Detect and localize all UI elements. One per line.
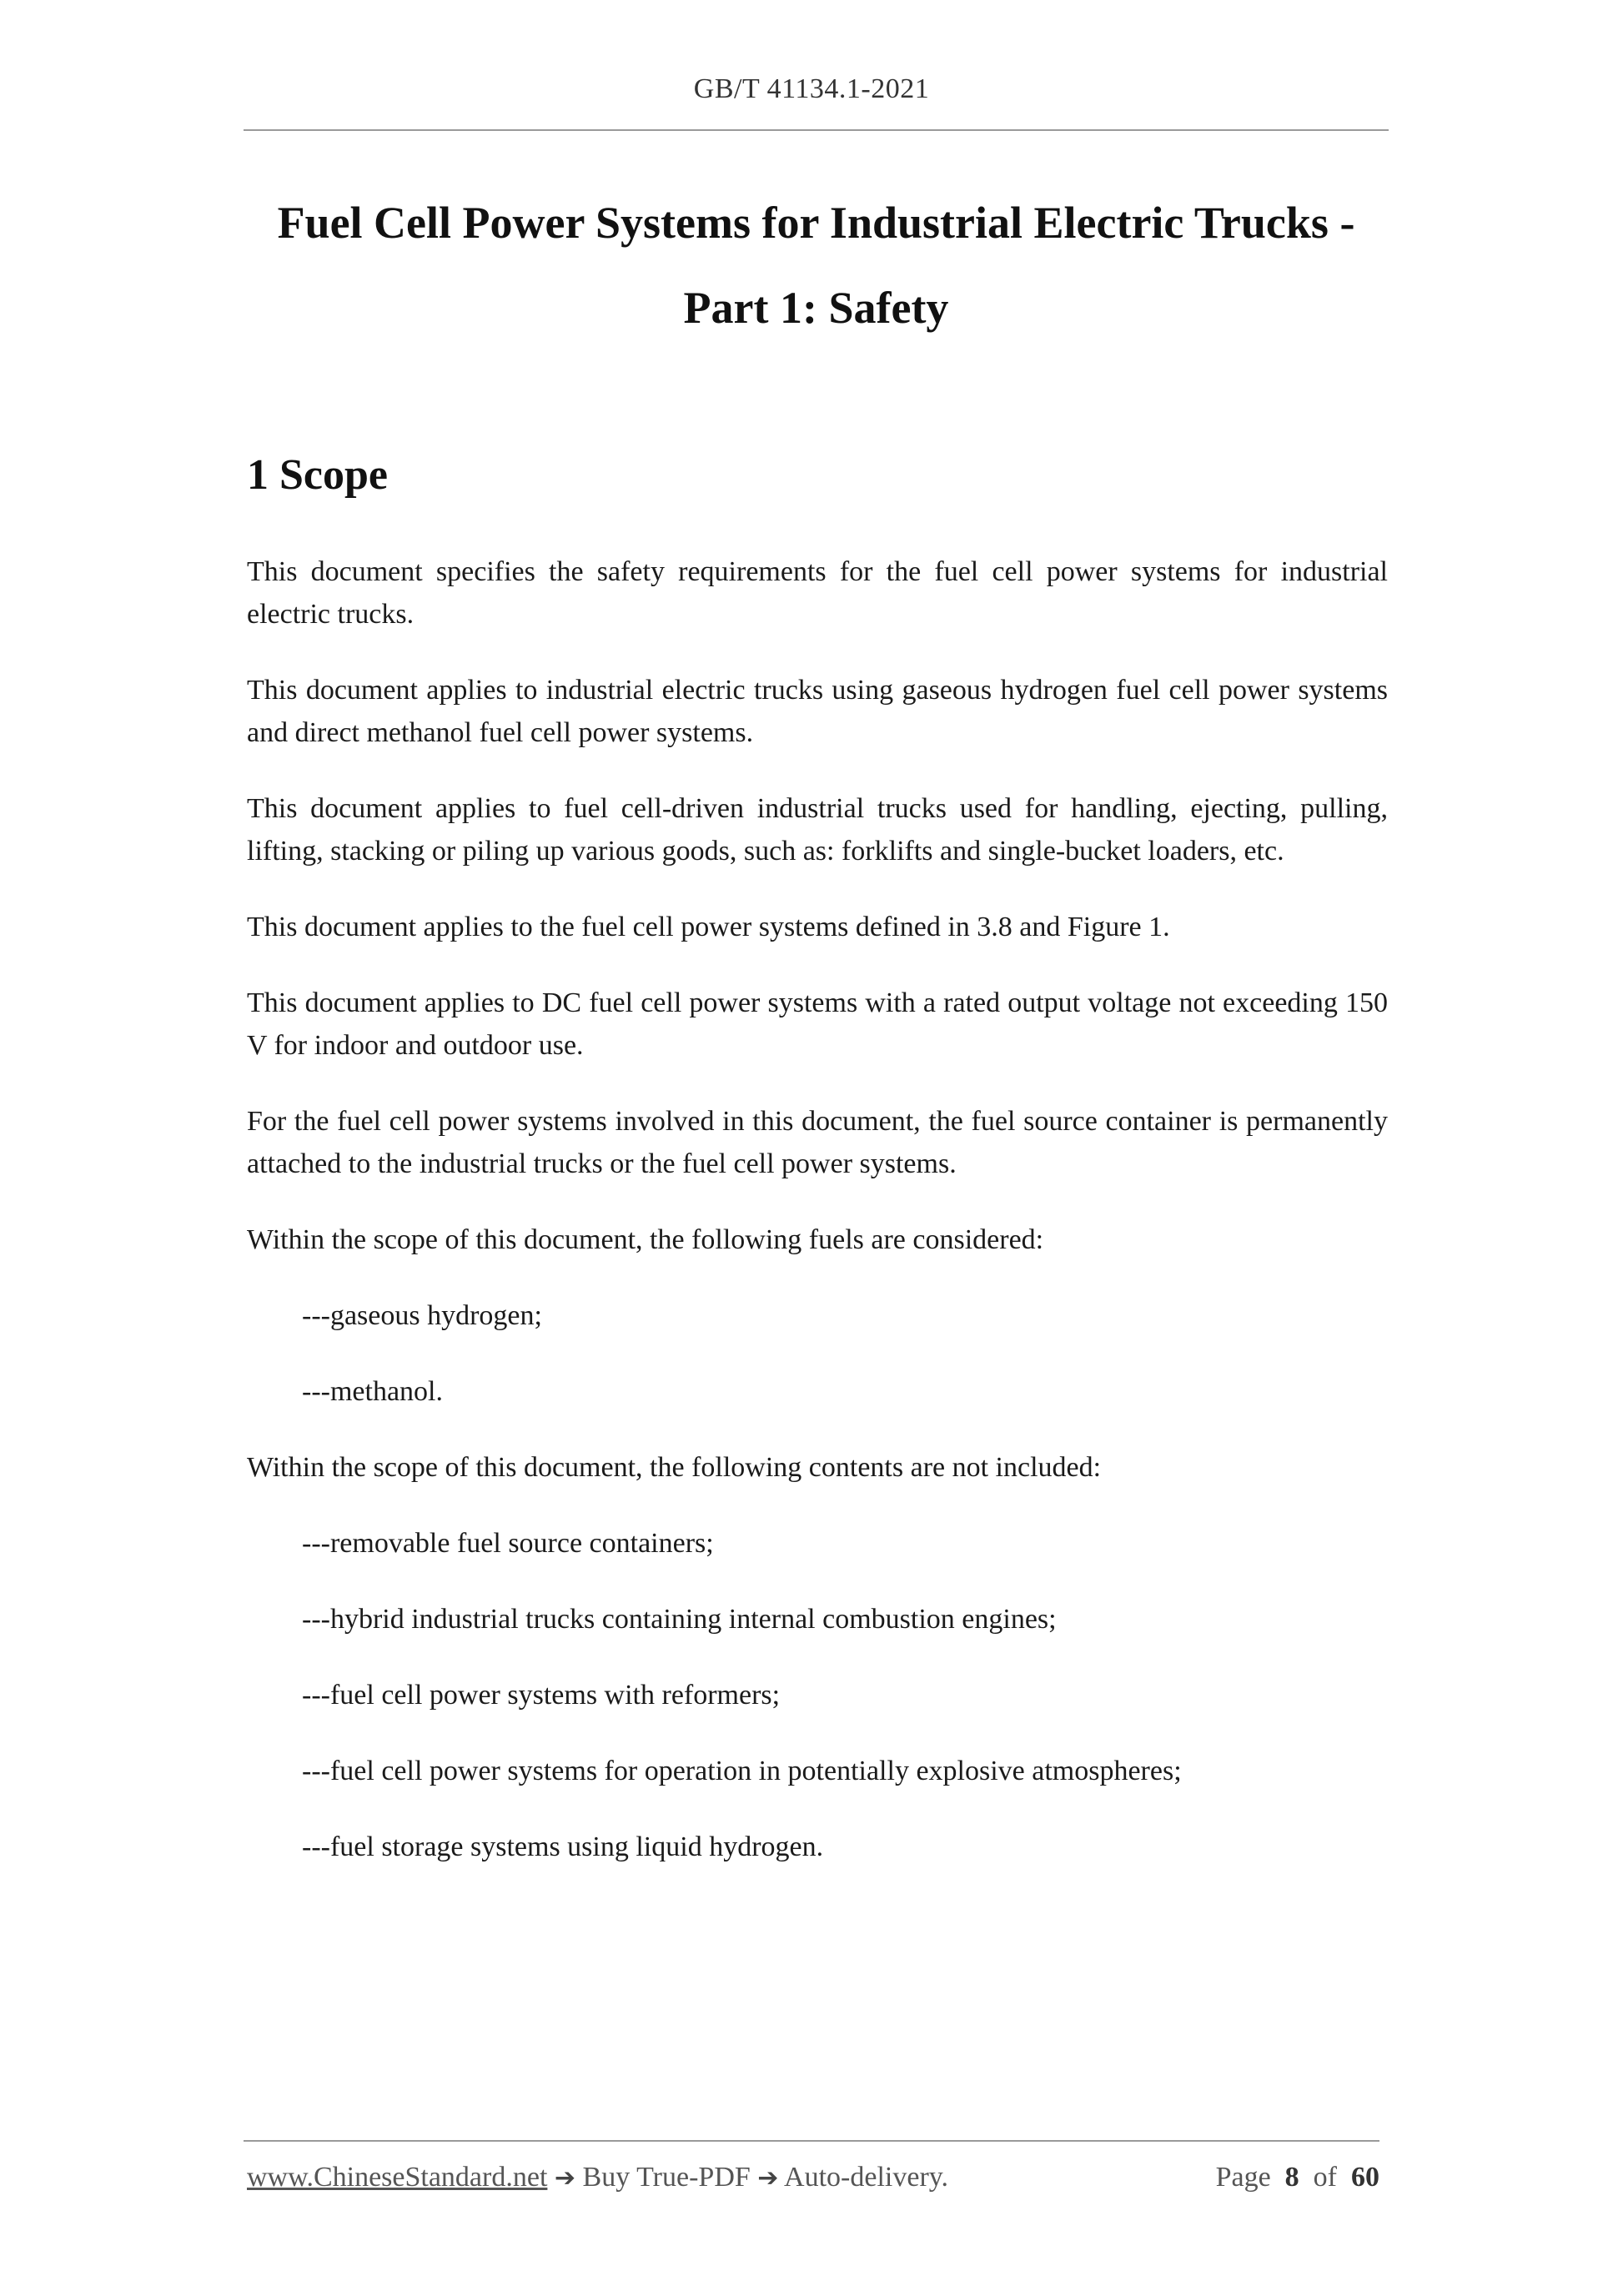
page-total: 60: [1351, 2162, 1379, 2193]
page-number: [1216, 2162, 1379, 2193]
paragraph: This document applies to the fuel cell power systems defined in 3.8 and Figure 1.: [247, 912, 1170, 942]
buy-pdf-text: Buy True-PDF: [582, 2162, 751, 2193]
arrow-right-icon: ➔: [554, 2163, 576, 2193]
excluded-list-item: ---fuel cell power systems with reformers;: [302, 1680, 781, 1711]
paragraph: This document applies to DC fuel cell power systems with a rated output voltage not exceeding 150 V for indoor and outdoor use.: [247, 987, 1388, 1061]
document-title-line-1: Fuel Cell Power Systems for Industrial Electric Trucks -: [277, 198, 1355, 248]
paragraph: For the fuel cell power systems involved in this document, the fuel source container is permanently attached to the industrial trucks or the fuel cell power systems.: [247, 1106, 1388, 1179]
page-of: of: [1313, 2162, 1337, 2193]
delivery-text: Auto-delivery.: [784, 2162, 949, 2193]
arrow-right-icon: ➔: [757, 2163, 779, 2193]
paragraph: This document applies to industrial electric trucks using gaseous hydrogen fuel cell power systems and direct methanol fuel cell power systems.: [247, 675, 1388, 748]
footer-promo: [247, 2162, 948, 2193]
page-current: 8: [1284, 2162, 1299, 2193]
excluded-list-item: ---fuel cell power systems for operation in potentially explosive atmospheres;: [302, 1756, 1182, 1786]
website-link[interactable]: www.ChineseStandard.net: [247, 2162, 548, 2193]
excluded-list-item: ---hybrid industrial trucks containing internal combustion engines;: [302, 1604, 1057, 1635]
page-label: Page: [1215, 2162, 1271, 2193]
header-divider: [244, 129, 1389, 131]
section-body: [247, 550, 1388, 1902]
document-code: GB/T 41134.1-2021: [693, 73, 930, 104]
excluded-list-item: ---fuel storage systems using liquid hydrogen.: [302, 1831, 824, 1862]
excluded-list-item: ---removable fuel source containers;: [302, 1528, 714, 1559]
fuel-list-item: ---methanol.: [302, 1376, 443, 1407]
paragraph: Within the scope of this document, the following fuels are considered:: [247, 1224, 1044, 1255]
section-heading: 1 Scope: [247, 451, 388, 499]
document-title-line-2: Part 1: Safety: [683, 283, 949, 333]
paragraph: Within the scope of this document, the following contents are not included:: [247, 1452, 1102, 1483]
fuel-list-item: ---gaseous hydrogen;: [302, 1300, 542, 1331]
footer-divider: [244, 2140, 1379, 2142]
paragraph: This document applies to fuel cell-driven industrial trucks used for handling, ejecting, pulling, lifting, stacking or piling up various goods, such as: forklifts and single-bucket loaders, etc.: [247, 793, 1388, 867]
paragraph: This document specifies the safety requirements for the fuel cell power systems for industrial electric trucks.: [247, 556, 1388, 630]
